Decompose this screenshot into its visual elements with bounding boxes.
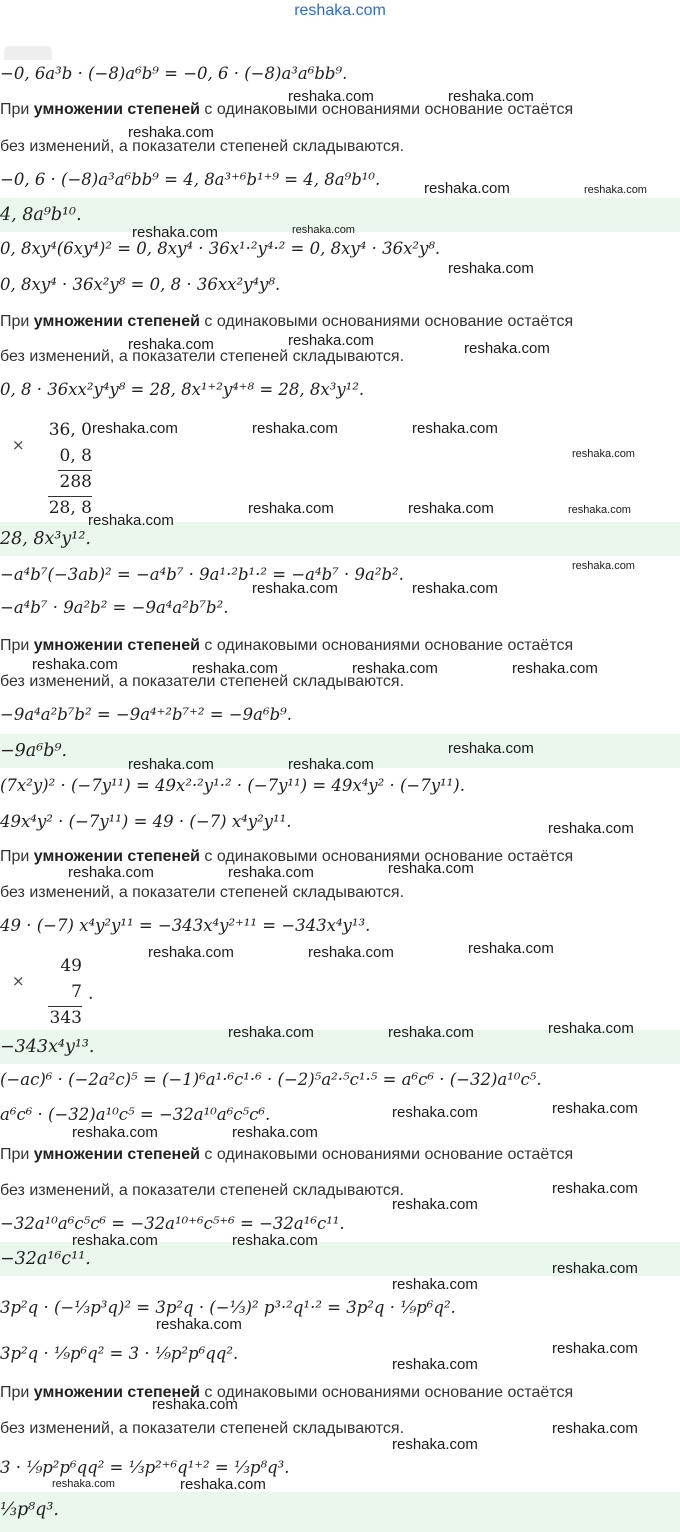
- page-tab: [4, 46, 52, 60]
- watermark: reshaka.com: [412, 420, 498, 437]
- watermark: reshaka.com: [128, 336, 214, 353]
- answer-line: 28, 8x³y¹².: [0, 529, 91, 549]
- watermark: reshaka.com: [192, 660, 278, 677]
- watermark: reshaka.com: [148, 944, 234, 961]
- watermark: reshaka.com: [288, 756, 374, 773]
- rule-text: При умножении степеней с одинаковыми основаниями основание остаётся: [0, 1384, 574, 1401]
- watermark: reshaka.com: [228, 1024, 314, 1041]
- column-dot: .: [88, 984, 94, 1004]
- math-line: a⁶c⁶ · (−32)a¹⁰c⁵ = −32a¹⁰a⁶c⁵c⁶.: [0, 1105, 271, 1124]
- math-line: 3p²q · ⅑p⁶q² = 3 · ⅑p²p⁶qq².: [0, 1344, 239, 1363]
- watermark: reshaka.com: [584, 184, 647, 196]
- watermark: reshaka.com: [88, 512, 174, 529]
- math-line: 3p²q · (−⅓p³q)² = 3p²q · (−⅓)² p³·²q¹·² = 3p²q · ⅑p⁶q².: [0, 1298, 456, 1317]
- column-result: 343: [49, 1008, 82, 1028]
- rule-text-line2: без изменений, а показатели степеней складываются.: [0, 138, 405, 155]
- rule-text-line2: без изменений, а показатели степеней складываются.: [0, 1420, 405, 1437]
- column-multiplicand: 36, 0: [48, 420, 92, 440]
- watermark: reshaka.com: [448, 260, 534, 277]
- column-multiplicand: 49: [60, 956, 82, 976]
- column-multiplier: 7: [71, 982, 82, 1002]
- answer-line: −32a¹⁶c¹¹.: [0, 1249, 91, 1269]
- watermark: reshaka.com: [72, 1232, 158, 1249]
- watermark: reshaka.com: [448, 88, 534, 105]
- math-line: −a⁴b⁷ · 9a²b² = −9a⁴a²b⁷b².: [0, 598, 229, 617]
- math-line: 0, 8xy⁴(6xy⁴)² = 0, 8xy⁴ · 36x¹·²y⁴·² = 0, 8xy⁴ · 36x²y⁸.: [0, 239, 441, 258]
- watermark: reshaka.com: [288, 88, 374, 105]
- watermark: reshaka.com: [568, 504, 631, 516]
- watermark: reshaka.com: [132, 224, 218, 241]
- watermark: reshaka.com: [392, 1196, 478, 1213]
- rule-text-line2: без изменений, а показатели степеней складываются.: [0, 884, 405, 901]
- rule-text-line2: без изменений, а показатели степеней складываются.: [0, 348, 405, 365]
- answer-line: ⅓p⁸q³.: [0, 1500, 59, 1520]
- math-line: 3 · ⅑p²p⁶qq² = ⅓p²⁺⁶q¹⁺² = ⅓p⁸q³.: [0, 1458, 290, 1477]
- rule-text-line2: без изменений, а показатели степеней складываются.: [0, 673, 405, 690]
- watermark: reshaka.com: [392, 1104, 478, 1121]
- watermark: reshaka.com: [352, 660, 438, 677]
- column-multiplier: 0, 8: [59, 446, 92, 466]
- watermark: reshaka.com: [392, 1436, 478, 1453]
- rule-text: При умножении степеней с одинаковыми основаниями основание остаётся: [0, 101, 574, 118]
- site-header-link[interactable]: reshaka.com: [294, 2, 386, 19]
- watermark: reshaka.com: [152, 1396, 238, 1413]
- column-result: 28, 8: [48, 498, 92, 518]
- watermark: reshaka.com: [252, 580, 338, 597]
- multiply-sign: ×: [12, 972, 25, 990]
- watermark: reshaka.com: [552, 1340, 638, 1357]
- watermark: reshaka.com: [68, 864, 154, 881]
- column-partial: 288: [59, 472, 92, 492]
- watermark: reshaka.com: [424, 180, 510, 197]
- math-line: (−ac)⁶ · (−2a²c)⁵ = (−1)⁶a¹·⁶c¹·⁶ · (−2)⁵a²·⁵c¹·⁵ = a⁶c⁶ · (−32)a¹⁰c⁵.: [0, 1070, 542, 1089]
- watermark: reshaka.com: [180, 1476, 266, 1493]
- watermark: reshaka.com: [92, 420, 178, 437]
- watermark: reshaka.com: [552, 1420, 638, 1437]
- watermark: reshaka.com: [412, 580, 498, 597]
- watermark: reshaka.com: [552, 1260, 638, 1277]
- watermark: reshaka.com: [72, 1124, 158, 1141]
- column-line: [58, 470, 92, 471]
- watermark: reshaka.com: [288, 332, 374, 349]
- math-line: 0, 8xy⁴ · 36x²y⁸ = 0, 8 · 36xx²y⁴y⁸.: [0, 275, 281, 294]
- math-line: −9a⁴a²b⁷b² = −9a⁴⁺²b⁷⁺² = −9a⁶b⁹.: [0, 705, 293, 724]
- answer-line: −9a⁶b⁹.: [0, 741, 68, 761]
- watermark: reshaka.com: [248, 500, 334, 517]
- rule-text-line2: без изменений, а показатели степеней складываются.: [0, 1182, 405, 1199]
- answer-line: −343x⁴y¹³.: [0, 1037, 95, 1057]
- math-line: −0, 6a³b · (−8)a⁶b⁹ = −0, 6 · (−8)a³a⁶bb⁹.: [0, 64, 348, 83]
- rule-text: При умножении степеней с одинаковыми основаниями основание остаётся: [0, 637, 574, 654]
- watermark: reshaka.com: [308, 944, 394, 961]
- watermark: reshaka.com: [572, 448, 635, 460]
- watermark: reshaka.com: [552, 1100, 638, 1117]
- column-line: [48, 1006, 82, 1007]
- watermark: reshaka.com: [228, 864, 314, 881]
- watermark: reshaka.com: [548, 820, 634, 837]
- watermark: reshaka.com: [408, 500, 494, 517]
- math-line: 49x⁴y² · (−7y¹¹) = 49 · (−7) x⁴y²y¹¹.: [0, 812, 292, 831]
- watermark: reshaka.com: [464, 340, 550, 357]
- watermark: reshaka.com: [388, 860, 474, 877]
- math-line: −0, 6 · (−8)a³a⁶bb⁹ = 4, 8a³⁺⁶b¹⁺⁹ = 4, 8a⁹b¹⁰.: [0, 170, 381, 189]
- watermark: reshaka.com: [128, 124, 214, 141]
- watermark: reshaka.com: [32, 656, 118, 673]
- answer-line: 4, 8a⁹b¹⁰.: [0, 205, 82, 225]
- column-line: [48, 496, 92, 497]
- watermark: reshaka.com: [552, 1180, 638, 1197]
- rule-text: При умножении степеней с одинаковыми основаниями основание остаётся: [0, 313, 574, 330]
- watermark: reshaka.com: [448, 740, 534, 757]
- watermark: reshaka.com: [548, 1020, 634, 1037]
- watermark: reshaka.com: [232, 1124, 318, 1141]
- rule-text: При умножении степеней с одинаковыми основаниями основание остаётся: [0, 1146, 574, 1163]
- watermark: reshaka.com: [128, 756, 214, 773]
- answer-band: [0, 1492, 680, 1532]
- watermark: reshaka.com: [232, 1232, 318, 1249]
- watermark: reshaka.com: [468, 940, 554, 957]
- watermark: reshaka.com: [572, 560, 635, 572]
- watermark: reshaka.com: [52, 1478, 115, 1490]
- math-line: 49 · (−7) x⁴y²y¹¹ = −343x⁴y²⁺¹¹ = −343x⁴y¹³.: [0, 916, 371, 935]
- watermark: reshaka.com: [512, 660, 598, 677]
- watermark: reshaka.com: [292, 224, 355, 236]
- math-line: −a⁴b⁷(−3ab)² = −a⁴b⁷ · 9a¹·²b¹·² = −a⁴b⁷ · 9a²b².: [0, 565, 404, 584]
- watermark: reshaka.com: [252, 420, 338, 437]
- math-line: 0, 8 · 36xx²y⁴y⁸ = 28, 8x¹⁺²y⁴⁺⁸ = 28, 8x³y¹².: [0, 380, 365, 399]
- watermark: reshaka.com: [156, 1316, 242, 1333]
- multiply-sign: ×: [12, 436, 25, 454]
- math-line: −32a¹⁰a⁶c⁵c⁶ = −32a¹⁰⁺⁶c⁵⁺⁶ = −32a¹⁶c¹¹.: [0, 1214, 345, 1233]
- watermark: reshaka.com: [392, 1276, 478, 1293]
- watermark: reshaka.com: [392, 1356, 478, 1373]
- math-line: (7x²y)² · (−7y¹¹) = 49x²·²y¹·² · (−7y¹¹) = 49x⁴y² · (−7y¹¹).: [0, 776, 465, 795]
- watermark: reshaka.com: [388, 1024, 474, 1041]
- rule-text: При умножении степеней с одинаковыми основаниями основание остаётся: [0, 848, 574, 865]
